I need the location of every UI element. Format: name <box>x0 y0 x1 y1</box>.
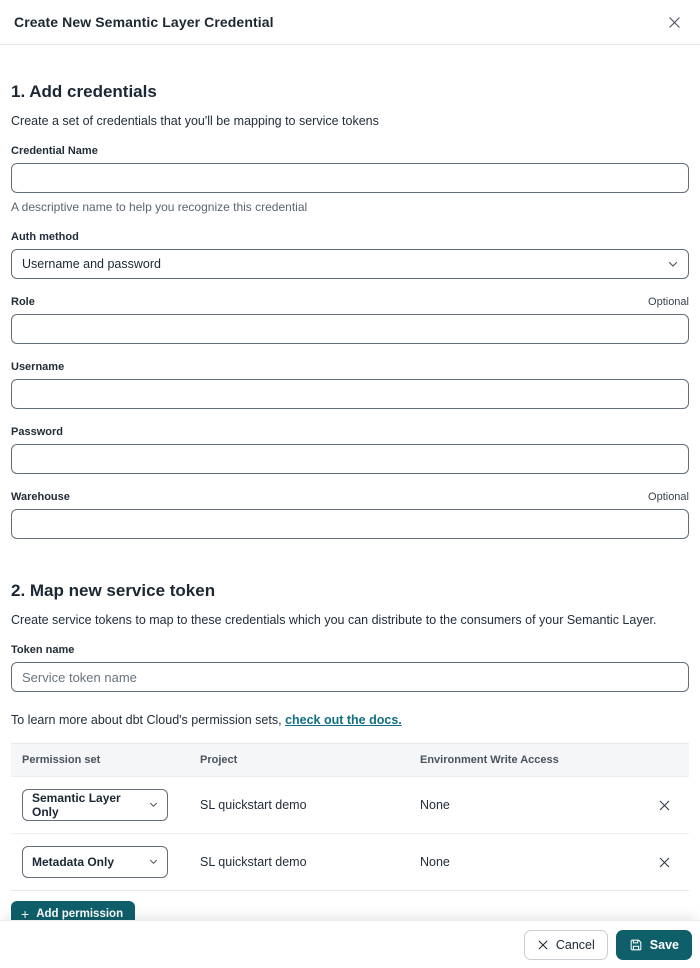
credential-name-input[interactable] <box>11 163 689 193</box>
token-name-label: Token name <box>11 644 75 656</box>
username-field-group <box>11 361 689 409</box>
permission-set-selected-value: Metadata Only <box>32 855 115 869</box>
permissions-table-header <box>11 744 689 776</box>
cancel-button[interactable] <box>524 930 608 960</box>
role-input[interactable] <box>11 314 689 344</box>
username-input[interactable] <box>11 379 689 409</box>
modal-body <box>0 45 700 920</box>
remove-permission-button[interactable] <box>654 852 675 873</box>
save-button[interactable] <box>616 930 692 960</box>
remove-icon <box>658 799 671 812</box>
close-icon <box>667 15 682 30</box>
role-field-group <box>11 296 689 344</box>
permission-set-selected-value: Semantic Layer Only <box>32 791 121 819</box>
project-cell: SL quickstart demo <box>200 798 307 812</box>
role-label: Role <box>11 296 35 308</box>
username-label: Username <box>11 361 65 373</box>
docs-link[interactable]: check out the docs. <box>285 713 402 727</box>
remove-icon <box>658 856 671 869</box>
modal-footer <box>0 920 700 968</box>
environment-write-access-cell: None <box>420 798 450 812</box>
plus-icon: + <box>21 906 30 920</box>
remove-permission-button[interactable] <box>654 795 675 816</box>
chevron-down-icon <box>668 261 678 268</box>
section2-heading: 2. Map new service token <box>11 581 216 600</box>
column-header-permission-set: Permission set <box>22 754 101 766</box>
modal-header <box>0 0 700 45</box>
chevron-down-icon <box>149 859 158 865</box>
modal-title: Create New Semantic Layer Credential <box>14 14 274 30</box>
permission-set-select[interactable] <box>22 846 168 878</box>
auth-method-label: Auth method <box>11 231 79 243</box>
permissions-table <box>11 743 689 891</box>
warehouse-optional-tag: Optional <box>648 491 689 503</box>
password-input[interactable] <box>11 444 689 474</box>
token-name-input[interactable] <box>11 662 689 692</box>
save-icon <box>629 938 643 952</box>
warehouse-input[interactable] <box>11 509 689 539</box>
add-permission-label: Add permission <box>36 908 124 920</box>
credential-name-label: Credential Name <box>11 145 98 157</box>
column-header-environment-write-access: Environment Write Access <box>420 754 559 766</box>
section1-description: Create a set of credentials that you'll be mapping to service tokens <box>11 114 379 128</box>
permission-set-select[interactable] <box>22 789 168 821</box>
table-row <box>11 833 689 890</box>
warehouse-label: Warehouse <box>11 491 70 503</box>
token-name-field-group <box>11 644 689 692</box>
table-row <box>11 776 689 833</box>
save-label: Save <box>649 937 679 952</box>
project-cell: SL quickstart demo <box>200 855 307 869</box>
section2-description: Create service tokens to map to these credentials which you can distribute to the consumers of your Semantic Layer. <box>11 613 657 627</box>
environment-write-access-cell: None <box>420 855 450 869</box>
add-permission-button[interactable] <box>11 901 135 920</box>
docs-text: To learn more about dbt Cloud's permission sets, <box>11 713 282 727</box>
column-header-project: Project <box>200 754 238 766</box>
auth-method-selected-value: Username and password <box>22 257 161 271</box>
section1-heading: 1. Add credentials <box>11 82 157 101</box>
docs-line <box>11 713 689 727</box>
warehouse-field-group <box>11 491 689 539</box>
chevron-down-icon <box>149 802 158 808</box>
password-label: Password <box>11 426 63 438</box>
role-optional-tag: Optional <box>648 296 689 308</box>
password-field-group <box>11 426 689 474</box>
auth-method-select[interactable] <box>11 249 689 279</box>
cancel-x-icon <box>537 939 549 951</box>
auth-method-field-group <box>11 231 689 279</box>
credential-name-helper: A descriptive name to help you recognize this credential <box>11 200 308 214</box>
credential-name-field-group <box>11 145 689 214</box>
cancel-label: Cancel <box>555 937 595 952</box>
close-button[interactable] <box>663 11 686 34</box>
